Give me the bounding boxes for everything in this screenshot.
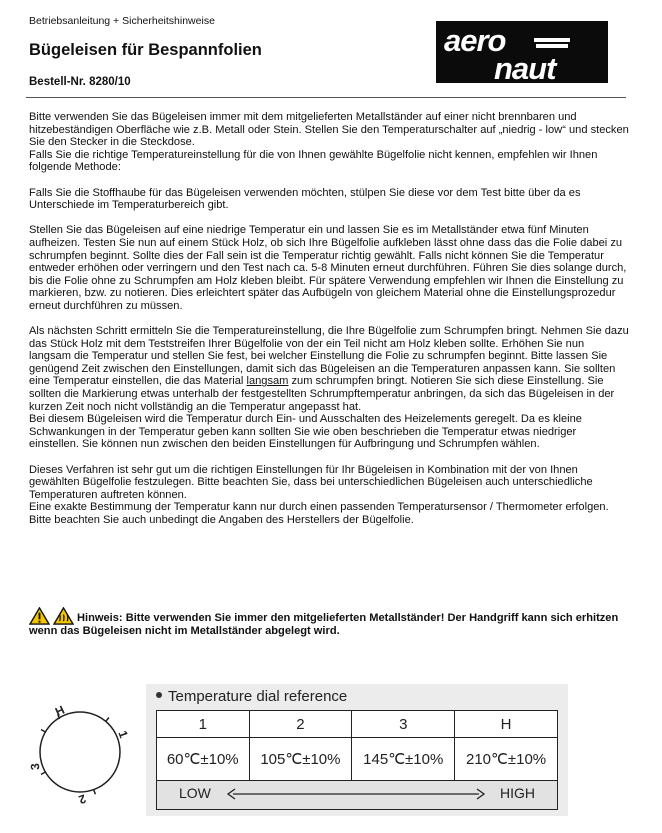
page-title: Bügeleisen für Bespannfolien (29, 41, 262, 59)
text-run: zum schrumpfen bringt. Notieren Sie sich diese Einstellung. Sie sollten die Markierung etwas unterhalb der festgestellten Schrumpftemperatur anbringen, da sich das Bügeleisen in der kurzen Zeit noch nicht vollständig an die Temperatur angepasst hat. (29, 375, 615, 413)
bullet-icon (156, 692, 162, 698)
notice-text: Hinweis: Bitte verwenden Sie immer den mitgelieferten Metallständer! Der Handgriff kann sich erhitzen wenn das Bügeleisen nicht im Metallständer abgelegt wird. (29, 612, 619, 637)
paragraph: Stellen Sie das Bügeleisen auf eine niedrige Temperatur ein und lassen Sie es im Metallständer etwa fünf Minuten aufheizen. Testen Sie nun auf einem Stück Holz, ob sich Ihre Bügelfolie aufkleben lässt ohne dass das die Folie dabei zu schrumpfen beginnt. Sollte dies der Fall sein ist die Temperatur richtig gewählt. Falls nicht können Sie die Temperatur entweder erhöhen oder verringern und den Test nach ca. 5-8 Minuten erneut durchführen. Führen Sie dies solange durch, bis die Folie ohne zu Schrumpfen am Holz kleben bleibt. Für spätere Verwendung empfehlen wir Ihnen die Einstellung zu markieren, bzw. zu notieren. Dies erleichtert später das Aufbügeln von gleichem Material ohne die Einstellungsprozedur erneut durchführen zu müssen. (29, 224, 627, 312)
setting-label: H (455, 711, 558, 738)
warning-triangle-icon (29, 607, 50, 625)
header-divider (26, 97, 626, 98)
text-run: Als nächsten Schritt ermitteln Sie die Temperatureinstellung, die Ihre Bügelfolie zum Schrumpfen bringt. Nehmen Sie dazu das Stück Holz mit dem Teststreifen Ihrer Bügelfolie von der ein Teil nicht am Holz kleben sollte. Erhöhen Sie nun langsam die Temperatur und stellen Sie fest, bei welcher Einstellung die Folie zu schrumpfen beginnt. Bitte lassen Sie genügend Zeit zwischen den Einstellungen, damit sich das Bügeleisen an die Temperaturen anpassen kann. Sie sollten eine Temperatur einstellen, die das Material (29, 325, 629, 388)
paragraph: Bei diesem Bügeleisen wird die Temperatur durch Ein- und Ausschalten des Heizelements geregelt. Da es kleine Schwankungen in der Temperatur geben kann sollten Sie wie oben beschrieben die Temperatur etwas niedriger einstellen. Sie können nun zwischen den beiden Einstellungen für Aufbringung und Schrumpfen wählen. (29, 413, 582, 451)
paragraph: Falls Sie die richtige Temperatureinstellung für die von Ihnen gewählte Bügelfolie nicht kennen, empfehlen wir Ihnen folgende Methode: (29, 148, 598, 174)
aeronaut-logo (436, 21, 608, 83)
setting-temperature: 210℃±10% (455, 738, 558, 781)
paragraph: Dieses Verfahren ist sehr gut um die richtigen Einstellungen für Ihr Bügeleisen in Kombination mit der von Ihnen gewählten Bügelfolie festzulegen. Bitte beachten Sie, dass bei unterschiedlichen Bügeleisen auch unterschiedliche Temperaturen auftreten können. (29, 463, 593, 501)
setting-label: 2 (249, 711, 352, 738)
dial-mark-3: 3 (27, 762, 43, 771)
instructions-body (29, 111, 629, 527)
paragraph: Falls Sie die Stoffhaube für das Bügeleisen verwenden möchten, stülpen Sie diese vor dem Test bitte über da es Unterschiede im Temperaturbereich gibt. (29, 186, 581, 212)
order-number: Bestell-Nr. 8280/10 (29, 76, 131, 88)
document-category: Betriebsanleitung + Sicherheitshinweise (29, 15, 215, 27)
double-arrow-icon (225, 787, 487, 801)
dial-mark-1: 1 (115, 728, 131, 740)
warning-notice (29, 607, 629, 638)
setting-temperature: 105℃±10% (249, 738, 352, 781)
low-high-scale (157, 781, 558, 810)
logo-text-bottom: naut (494, 51, 556, 83)
temperature-reference-figure (146, 684, 568, 816)
dial-mark-2: 2 (76, 791, 88, 807)
setting-label: 1 (157, 711, 250, 738)
paragraph: Eine exakte Bestimmung der Temperatur kann nur durch einen passenden Temperatursensor / Thermometer erfolgen. Bitte beachten Sie auch unbedingt die Angaben des Herstellers der Bügelfolie. (29, 501, 609, 526)
underlined-text: langsam (246, 375, 289, 388)
low-label: LOW (179, 785, 211, 801)
logo-text-top: aero (444, 23, 506, 58)
high-label: HIGH (500, 785, 535, 801)
setting-temperature: 60℃±10% (157, 738, 250, 781)
hot-surface-warning-icon (53, 607, 74, 625)
temperature-dial (22, 690, 142, 810)
setting-temperature: 145℃±10% (352, 738, 455, 781)
paragraph (29, 325, 629, 413)
dial-mark-h: H (52, 702, 67, 720)
reference-title: Temperature dial reference (156, 688, 347, 705)
paragraph: Bitte verwenden Sie das Bügeleisen immer mit dem mitgelieferten Metallständer auf einer nicht brennbaren und hitzebeständigen Oberfläche wie z.B. Metall oder Stein. Stellen Sie den Temperaturschalter auf „niedrig - low“ und stecken Sie den Stecker in die Steckdose. (29, 111, 629, 149)
setting-label: 3 (352, 711, 455, 738)
temperature-reference-table (156, 710, 558, 810)
